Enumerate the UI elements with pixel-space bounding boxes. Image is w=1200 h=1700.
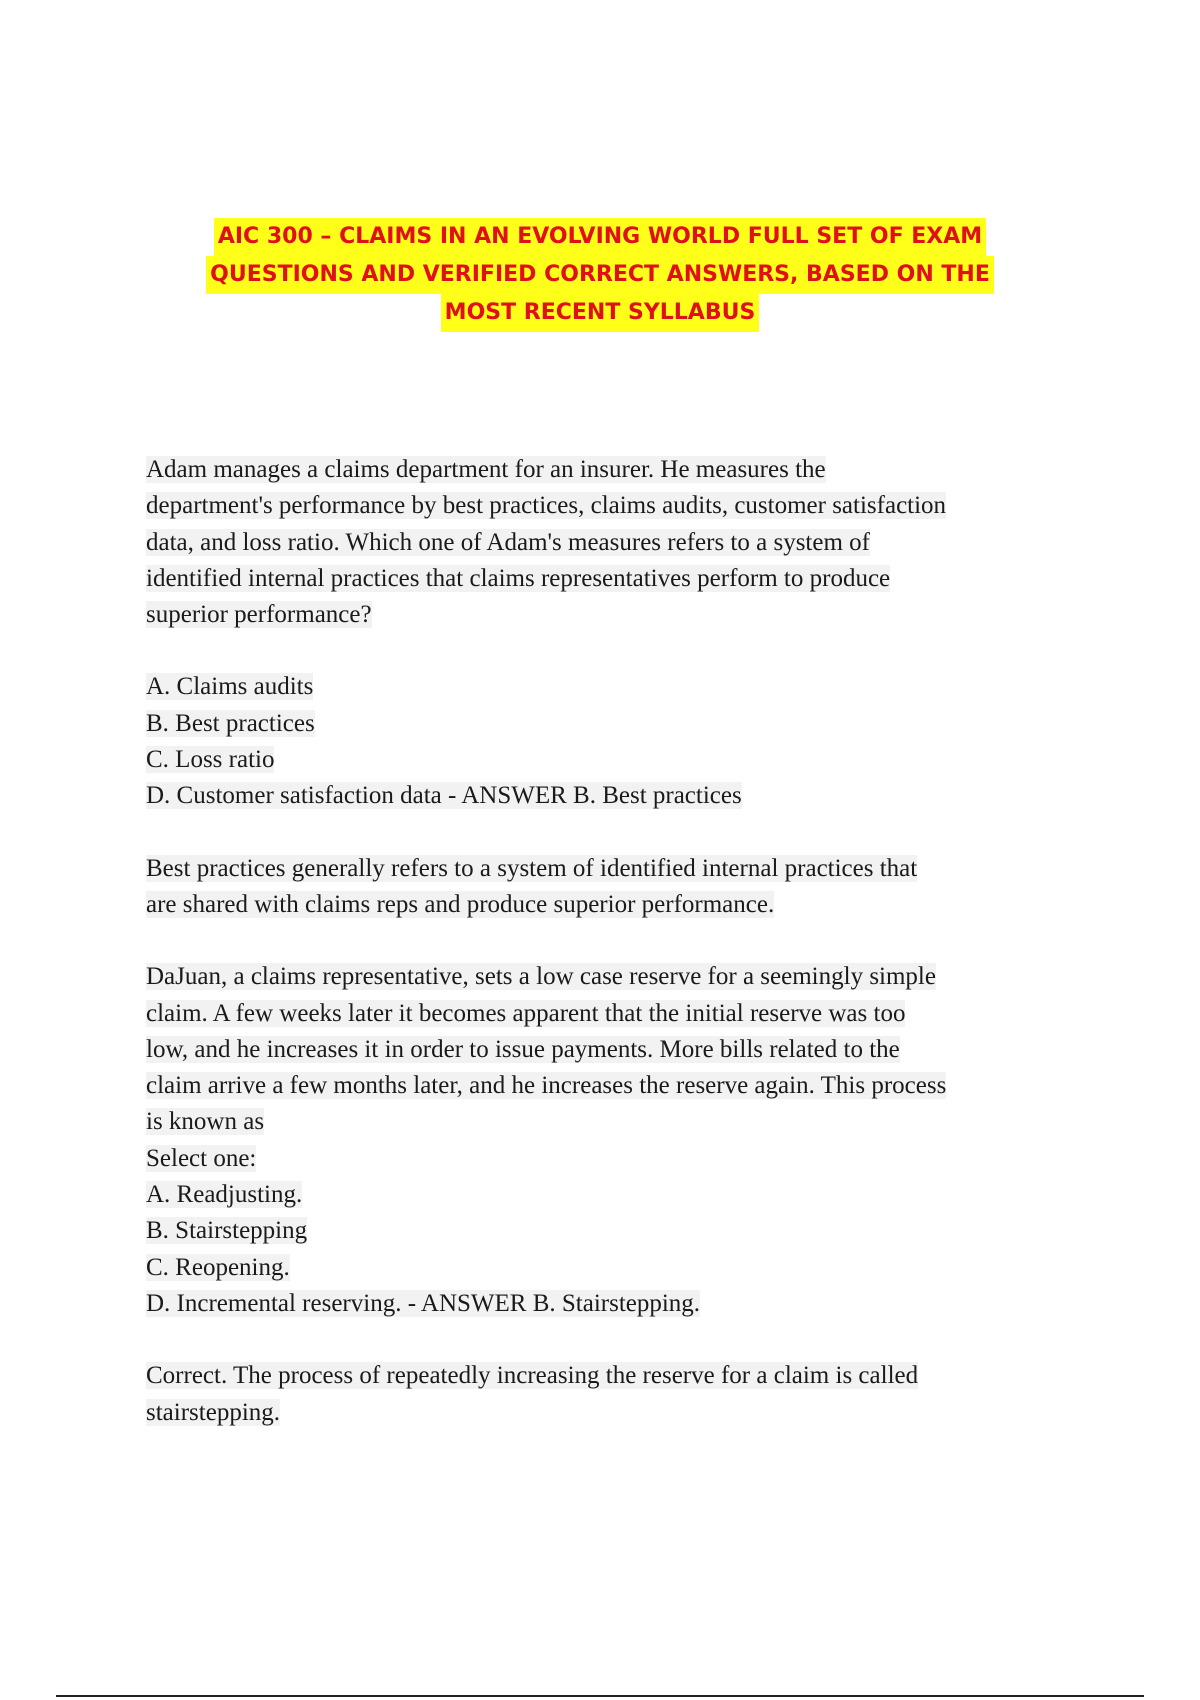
question-2-stem: [146, 959, 1076, 1177]
text-line: stairstepping.: [146, 1398, 281, 1426]
question-1-options: [146, 669, 1076, 814]
footer-divider: [56, 1695, 1144, 1697]
text-line: Correct. The process of repeatedly increasing the reserve for a claim is called: [146, 1362, 919, 1390]
option-d-with-answer: D. Customer satisfaction data - ANSWER B. Best practices: [146, 782, 742, 810]
document-title: [150, 218, 1050, 332]
question-2-options: [146, 1177, 1076, 1322]
option-b: B. Best practices: [146, 709, 315, 737]
title-line: MOST RECENT SYLLABUS: [441, 294, 760, 332]
question-1-explanation: [146, 851, 1076, 924]
text-line: department's performance by best practices, claims audits, customer satisfaction: [146, 492, 947, 520]
text-line: claim arrive a few months later, and he increases the reserve again. This process: [146, 1072, 947, 1100]
option-d-with-answer: D. Incremental reserving. - ANSWER B. Stairstepping.: [146, 1289, 701, 1317]
option-a: A. Readjusting.: [146, 1181, 303, 1209]
option-c: C. Reopening.: [146, 1253, 290, 1281]
question-1-stem: [146, 452, 1076, 633]
option-a: A. Claims audits: [146, 673, 314, 701]
question-2-explanation: [146, 1358, 1076, 1431]
option-b: B. Stairstepping: [146, 1217, 308, 1245]
text-line: Best practices generally refers to a system of identified internal practices that: [146, 854, 918, 882]
text-line: Select one:: [146, 1144, 257, 1172]
text-line: data, and loss ratio. Which one of Adam's measures refers to a system of: [146, 528, 870, 556]
text-line: claim. A few weeks later it becomes apparent that the initial reserve was too: [146, 999, 906, 1027]
title-line: QUESTIONS AND VERIFIED CORRECT ANSWERS, BASED ON THE: [206, 256, 994, 294]
option-c: C. Loss ratio: [146, 746, 275, 774]
title-line: AIC 300 – CLAIMS IN AN EVOLVING WORLD FULL SET OF EXAM: [214, 218, 986, 256]
text-line: DaJuan, a claims representative, sets a low case reserve for a seemingly simple: [146, 963, 936, 991]
text-line: are shared with claims reps and produce superior performance.: [146, 890, 775, 918]
text-line: identified internal practices that claims representatives perform to produce: [146, 564, 891, 592]
text-line: Adam manages a claims department for an insurer. He measures the: [146, 456, 826, 483]
text-line: is known as: [146, 1108, 265, 1136]
text-line: low, and he increases it in order to issue payments. More bills related to the: [146, 1035, 900, 1063]
document-body: [146, 452, 1076, 1431]
text-line: superior performance?: [146, 601, 372, 629]
